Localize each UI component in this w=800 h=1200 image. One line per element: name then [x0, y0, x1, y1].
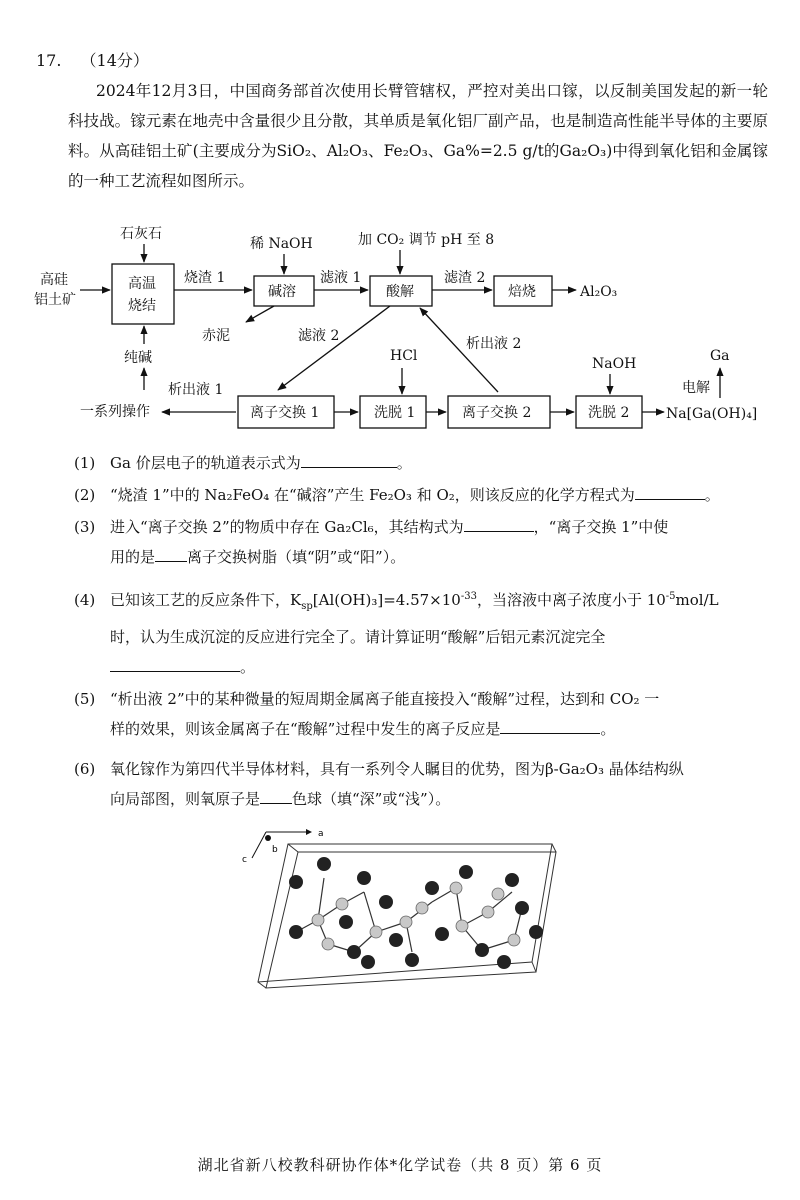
fc-raw-material-2: 铝土矿 — [34, 292, 76, 308]
fc-elute2: 洗脱 2 — [588, 405, 630, 421]
axis-c-label: c — [242, 855, 247, 865]
answer-blank-2[interactable] — [635, 485, 705, 500]
fc-hcl: HCl — [390, 348, 418, 364]
answer-blank-1[interactable] — [301, 453, 397, 468]
answer-blank-5[interactable] — [500, 719, 600, 734]
fc-residue1: 烧渣 1 — [184, 270, 226, 286]
fc-filtrate1: 滤液 1 — [320, 270, 362, 286]
fc-acid: 酸解 — [386, 284, 414, 300]
axis-a-label: a — [318, 829, 324, 839]
fc-roast: 焙烧 — [508, 284, 536, 300]
axis-b-label: b — [272, 845, 278, 855]
fc-ga: Ga — [710, 348, 730, 364]
subquestion-5: (5) “析出液 2”中的某种微量的短周期金属离子能直接投入“酸解”过程，达到和 CO₂ 一 样的效果，则该金属离子在“酸解”过程中发生的离子反应是 。 — [74, 690, 660, 738]
fc-sinter-1: 高温 — [128, 276, 156, 292]
subquestion-4: (4) 已知该工艺的反应条件下，$K_{sp}[Al(OH)_3]=4.57\times 10^{-33}$，当溶液中离子浓度小于 $10^{-5}mol/L$ 时，认为生成沉淀的反应进行完全了。请计算证明“酸解”后铝元素沉淀完全 。 — [74, 591, 719, 676]
fc-alkali: 碱溶 — [268, 284, 296, 300]
fc-eluate1: 析出液 1 — [168, 382, 224, 398]
axis-c-line — [252, 832, 266, 858]
fc-arrow-acid-to-ie1 — [278, 306, 390, 390]
fc-raw-material-1: 高硅 — [40, 272, 68, 288]
fc-arrow-red-mud — [246, 306, 274, 322]
fc-red-mud: 赤泥 — [202, 328, 230, 344]
answer-blank-3b[interactable] — [155, 547, 187, 562]
fc-elute1: 洗脱 1 — [374, 405, 416, 421]
axis-b-dot — [265, 835, 271, 841]
subquestion-6: (6) 氧化镓作为第四代半导体材料，具有一系列令人瞩目的优势，图为β-Ga₂O₃ 晶体结构纵 向局部图，则氧原子是 色球（填“深”或“浅”）。 — [74, 760, 684, 808]
fc-naoh: NaOH — [592, 356, 637, 372]
crystal-structure-figure — [236, 822, 566, 992]
answer-blank-4[interactable] — [110, 657, 240, 672]
fc-electrolysis: 电解 — [682, 380, 710, 396]
dark-atoms — [289, 857, 543, 969]
subquestion-1: (1) Ga 价层电子的轨道表示式为 。 — [74, 454, 412, 472]
fc-eluate2: 析出液 2 — [466, 336, 522, 352]
page-footer: 湖北省新八校教科研协作体*化学试卷（共 8 页）第 6 页 — [197, 1156, 603, 1174]
answer-blank-3a[interactable] — [464, 517, 534, 532]
subquestion-2: (2) “烧渣 1”中的 Na₂FeO₄ 在“碱溶”产生 Fe₂O₃ 和 O₂，则该反应的化学方程式为 。 — [74, 486, 720, 504]
axis-indicator — [242, 829, 324, 865]
axis-a-arrowhead — [306, 829, 312, 835]
question-number: 17. — [36, 51, 62, 70]
fc-ops: 一系列操作 — [80, 404, 150, 420]
fc-filtrate2: 滤液 2 — [298, 328, 340, 344]
fc-limestone: 石灰石 — [120, 226, 162, 242]
subquestion-3: (3) 进入“离子交换 2”的物质中存在 Ga₂Cl₆，其结构式为 ，“离子交换 1”中使 用的是 离子交换树脂（填“阴”或“阳”）。 — [74, 518, 669, 566]
question-points: （14分） — [80, 51, 149, 70]
fc-naoh-dilute: 稀 NaOH — [250, 236, 313, 252]
fc-ie1: 离子交换 1 — [250, 405, 320, 421]
fc-sinter-2: 烧结 — [128, 298, 156, 314]
fc-product: Na[Ga(OH)₄] — [666, 406, 758, 422]
fc-co2: 加 CO₂ 调节 pH 至 8 — [358, 232, 495, 248]
fc-al2o3: Al₂O₃ — [580, 284, 618, 300]
question-header — [36, 48, 163, 71]
answer-blank-6[interactable] — [260, 789, 292, 804]
question-intro: 2024年12月3日，中国商务部首次使用长臂管辖权，严控对美出口镓，以反制美国发起的新一轮科技战。镓元素在地壳中含量很少且分散，其单质是氧化铝厂副产品，也是制造高性能半导体的主要原料。从高硅铝土矿(主要成分为SiO₂、Al₂O₃、Fe₂O₃、Ga%=2.5 g/t的Ga₂O₃)中得到氧化铝和金属镓的一种工艺流程如图所示。 — [68, 82, 768, 190]
fc-sinter-box — [112, 264, 174, 324]
fc-soda: 纯碱 — [124, 350, 152, 366]
fc-ie2: 离子交换 2 — [462, 405, 532, 421]
fc-residue2: 滤渣 2 — [444, 270, 486, 286]
process-flowchart — [30, 222, 770, 447]
